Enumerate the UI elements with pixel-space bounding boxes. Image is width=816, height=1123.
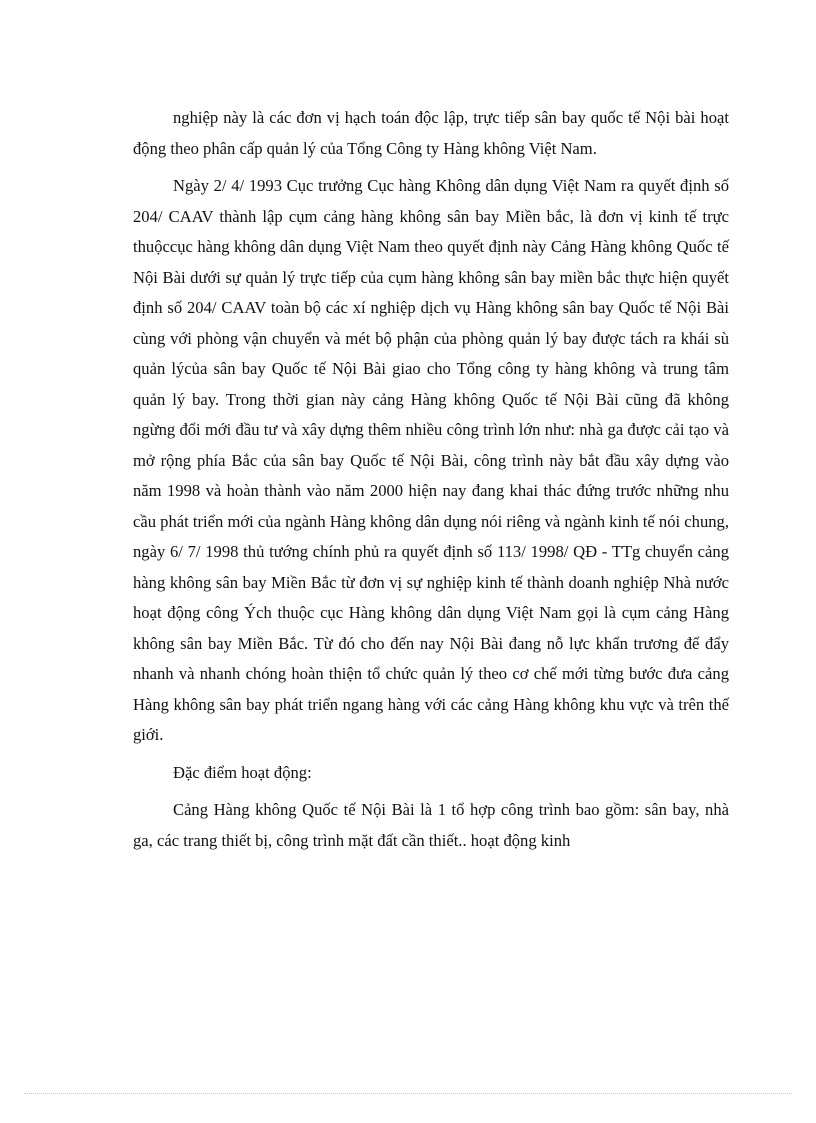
paragraph-heading-operations: Đặc điểm hoạt động: xyxy=(173,762,312,782)
paragraph-history-1993: Ngày 2/ 4/ 1993 Cục trưởng Cục hàng Không dân dụng Việt Nam ra quyết định số 204/ CAAV thành lập cụm cảng hàng không sân bay Miền bắc, là đơn vị kinh tế trực thuộccục hàng không dân dụng Việt Nam theo quyết định này Cảng Hàng không Quốc tế Nội Bài dưới sự quản lý trực tiếp của cụm hàng không sân bay miền bắc thực hiện quyết định số 204/ CAAV toàn bộ các xí nghiệp dịch vụ Hàng không sân bay Quốc tế Nội Bài cùng với phòng vận chuyển và mét bộ phận của phòng quản lý bay được tách ra khái sù quản lýcủa sân bay Quốc tế Nội Bài giao cho Tổng công ty hàng không và trung tâm quản lý bay. Trong thời gian này cảng Hàng không Quốc tế Nội Bài cũng đã không ngừng đổi mới đầu tư và xây dựng thêm nhiều công trình lớn như: nhà ga được cải tạo và mở rộng phía Bắc của sân bay Quốc tế Nội Bài, công trình này bắt đầu xây dựng vào năm 1998 và hoàn thành vào năm 2000 hiện nay đang khai thác đứng trước những nhu cầu phát triển mới của ngành Hàng không dân dụng nói riêng và ngành kinh tế nói chung, ngày 6/ 7/ 1998 thủ tướng chính phủ ra quyết định số 113/ 1998/ QĐ - TTg chuyển cảng hàng không sân bay Miền Bắc từ đơn vị sự nghiệp kinh tế thành doanh nghiệp Nhà nước hoạt động công Ých thuộc cục Hàng không dân dụng Việt Nam gọi là cụm cảng Hàng không sân bay Miền Bắc. Từ đó cho đến nay Nội Bài đang nỗ lực khẩn trương để đẩy nhanh và nhanh chóng hoàn thiện tổ chức quản lý theo cơ chế mới từng bước đưa cảng Hàng không sân bay phát triển ngang hàng với các cảng Hàng không khu vực và trên thế giới. xyxy=(133,176,729,744)
page-bottom-divider xyxy=(24,1093,792,1094)
paragraph-enterprise-status: nghiệp này là các đơn vị hạch toán độc lập, trực tiếp sân bay quốc tế Nội bài hoạt động theo phân cấp quản lý của Tổng Công ty Hàng không Việt Nam. xyxy=(133,108,729,158)
paragraph-airport-complex: Cảng Hàng không Quốc tế Nội Bài là 1 tổ hợp công trình bao gồm: sân bay, nhà ga, các trang thiết bị, công trình mặt đất cần thiết.. hoạt động kinh xyxy=(133,800,729,850)
document-body xyxy=(133,103,729,856)
